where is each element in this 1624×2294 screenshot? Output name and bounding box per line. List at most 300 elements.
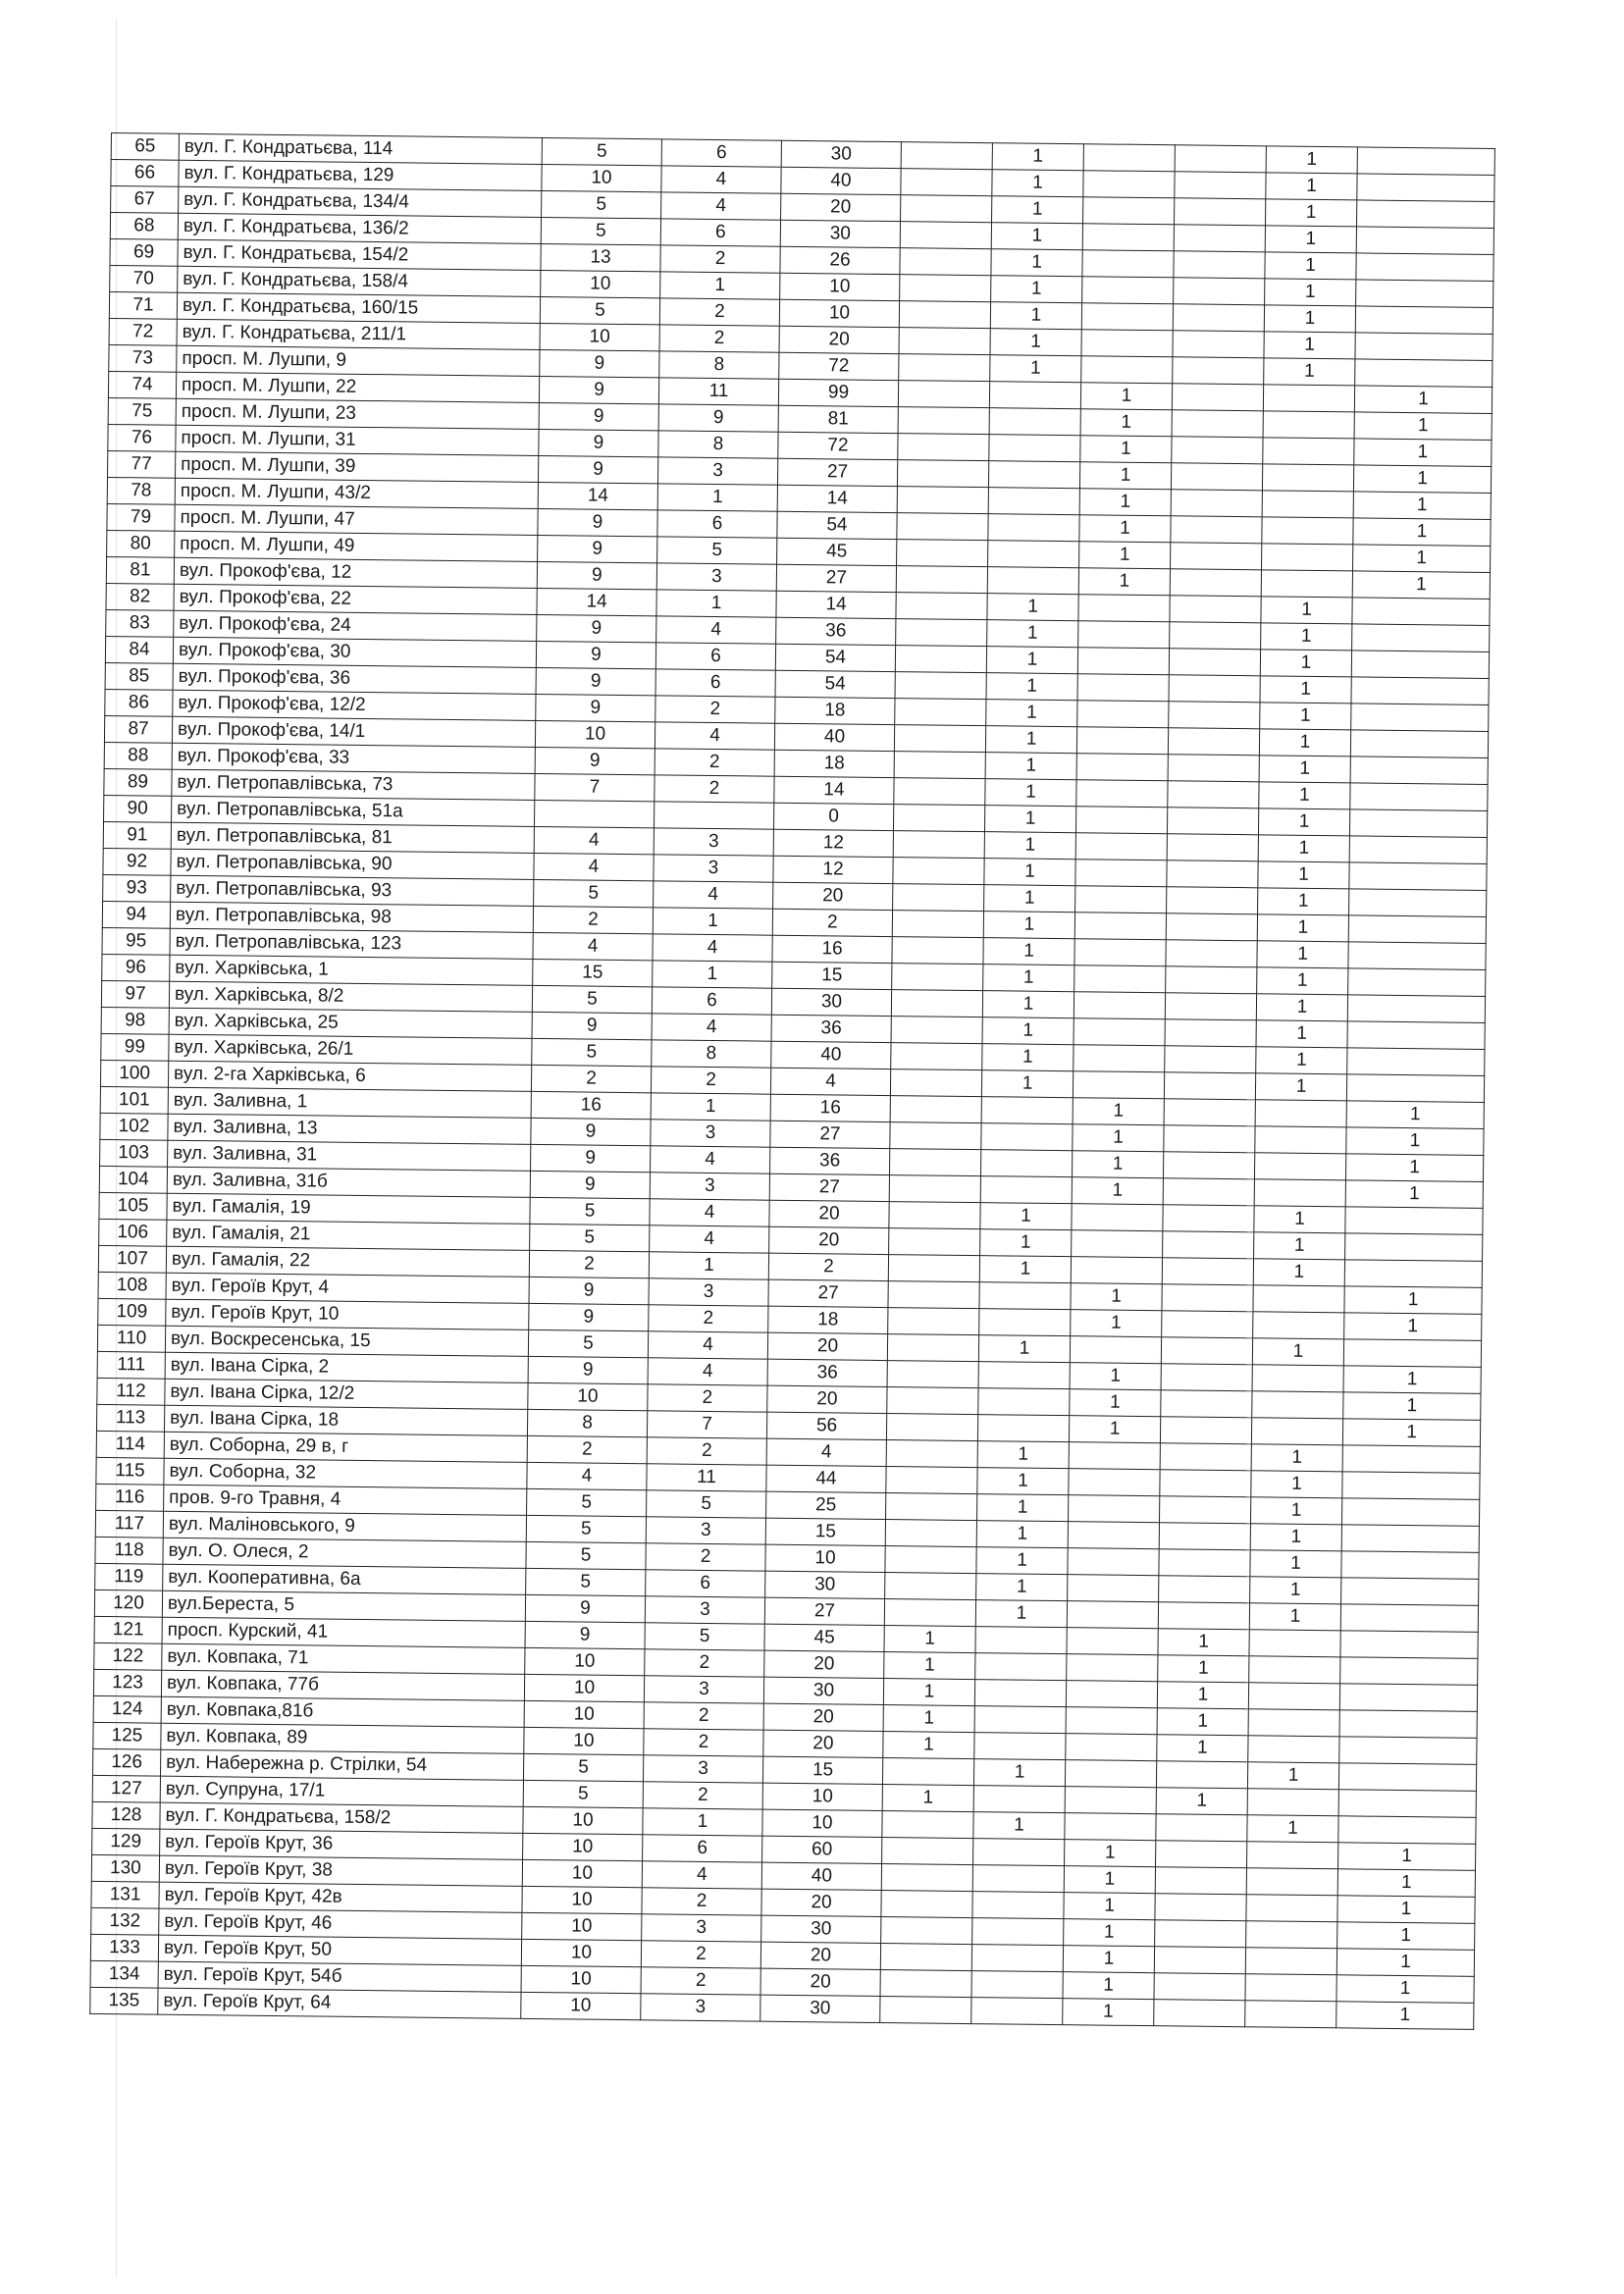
row-number-cell: 104 (99, 1166, 167, 1193)
value-cell (1171, 543, 1262, 570)
value-cell: 10 (762, 1809, 882, 1837)
value-cell: 1 (1345, 1154, 1483, 1182)
value-cell: 30 (760, 1995, 880, 2022)
value-cell: 1 (1344, 1313, 1482, 1341)
value-cell: 5 (530, 1197, 650, 1225)
value-cell (1174, 278, 1265, 305)
value-cell: 8 (659, 351, 779, 379)
value-cell: 14 (774, 776, 894, 804)
value-cell: 40 (771, 1041, 891, 1069)
value-cell (880, 1970, 971, 1998)
value-cell (1162, 1284, 1253, 1312)
address-cell: вул. Героїв Крут, 36 (160, 1829, 523, 1859)
address-cell: вул. Харківська, 26/1 (169, 1034, 532, 1065)
address-cell: вул. Заливна, 31б (167, 1167, 530, 1197)
value-cell: 1 (983, 912, 1074, 939)
value-cell (890, 1069, 981, 1097)
row-number-cell: 127 (92, 1775, 160, 1802)
value-cell (1341, 1498, 1479, 1527)
value-cell: 72 (778, 432, 898, 459)
value-cell: 1 (990, 302, 1081, 330)
value-cell (1159, 1523, 1250, 1550)
value-cell: 1 (1259, 756, 1350, 783)
row-number-cell: 72 (109, 318, 177, 345)
value-cell: 20 (773, 882, 893, 910)
row-number-cell: 125 (93, 1722, 161, 1749)
value-cell: 1 (992, 196, 1083, 224)
value-cell (1166, 966, 1257, 994)
row-number-cell: 128 (92, 1801, 160, 1829)
address-cell: вул. Соборна, 29 в, г (164, 1432, 527, 1462)
value-cell: 1 (973, 1812, 1065, 1840)
value-cell (1348, 968, 1486, 997)
value-cell: 1 (1250, 1497, 1341, 1525)
value-cell (1069, 1442, 1160, 1470)
value-cell (987, 567, 1078, 595)
value-cell: 30 (761, 1915, 881, 1943)
value-cell (898, 381, 989, 408)
address-table (89, 132, 1495, 2030)
value-cell (891, 1043, 982, 1070)
row-number-cell: 77 (108, 450, 176, 478)
value-cell: 8 (652, 1040, 771, 1068)
value-cell: 15 (772, 962, 892, 989)
value-cell: 1 (1336, 1949, 1474, 1977)
value-cell (1351, 677, 1489, 705)
value-cell (988, 514, 1079, 542)
value-cell (1350, 783, 1488, 811)
value-cell (897, 513, 988, 541)
value-cell: 20 (763, 1730, 883, 1757)
value-cell: 1 (1353, 465, 1491, 494)
value-cell: 10 (521, 1965, 641, 1993)
value-cell: 15 (765, 1518, 885, 1545)
value-cell: 1 (651, 1093, 770, 1121)
address-cell: вул. Харківська, 1 (170, 955, 533, 985)
value-cell (1344, 1260, 1482, 1288)
value-cell (1161, 1390, 1252, 1418)
value-cell (1355, 359, 1493, 388)
value-cell: 3 (649, 1278, 768, 1306)
table-body (90, 133, 1495, 2030)
value-cell: 1 (984, 806, 1075, 833)
value-cell (1339, 1684, 1477, 1712)
value-cell: 14 (537, 588, 656, 615)
value-cell: 1 (1247, 1762, 1338, 1790)
value-cell: 1 (1065, 1840, 1156, 1867)
value-cell: 9 (529, 1277, 649, 1304)
value-cell: 1 (991, 276, 1082, 303)
value-cell (1247, 1789, 1338, 1816)
value-cell (886, 1493, 977, 1521)
address-cell: вул. Ковпака,81б (161, 1696, 524, 1727)
value-cell (1170, 569, 1261, 597)
address-cell: вул. 2-га Харківська, 6 (168, 1061, 531, 1091)
value-cell: 6 (655, 669, 775, 697)
value-cell: 20 (769, 1200, 889, 1227)
value-cell (1351, 651, 1489, 679)
row-number-cell: 92 (103, 848, 171, 875)
value-cell (1357, 174, 1494, 202)
value-cell: 1 (1342, 1419, 1480, 1447)
value-cell: 16 (772, 935, 892, 963)
value-cell: 1 (1080, 436, 1172, 463)
address-cell: вул. Героїв Крут, 50 (158, 1935, 521, 1965)
value-cell: 3 (643, 1755, 762, 1783)
value-cell: 6 (661, 139, 781, 167)
value-cell: 54 (777, 511, 897, 539)
value-cell (1155, 1867, 1246, 1895)
value-cell: 10 (528, 1382, 648, 1410)
value-cell: 1 (1064, 1893, 1155, 1920)
value-cell: 16 (531, 1091, 651, 1119)
value-cell (1170, 596, 1261, 623)
row-number-cell: 122 (94, 1642, 162, 1670)
value-cell: 1 (1158, 1655, 1249, 1683)
address-cell: вул. Прокоф'єва, 33 (172, 743, 535, 773)
value-cell (1172, 437, 1263, 464)
address-cell: вул. Заливна, 31 (168, 1140, 531, 1171)
address-cell: вул. Г. Кондратьєва, 158/2 (160, 1802, 523, 1833)
row-number-cell: 123 (93, 1669, 161, 1696)
row-number-cell: 99 (101, 1033, 169, 1061)
value-cell (1252, 1365, 1343, 1392)
value-cell: 3 (654, 828, 773, 856)
value-cell (1350, 756, 1488, 785)
value-cell: 1 (991, 249, 1082, 277)
value-cell: 2 (655, 696, 775, 723)
value-cell: 1 (991, 223, 1082, 250)
value-cell (1255, 1126, 1346, 1154)
value-cell (1350, 730, 1488, 758)
value-cell: 1 (983, 965, 1074, 992)
value-cell (1339, 1737, 1477, 1765)
value-cell (1254, 1179, 1345, 1207)
value-cell (971, 1998, 1063, 2025)
value-cell: 4 (661, 166, 781, 193)
value-cell (1077, 674, 1169, 702)
value-cell (979, 1282, 1071, 1310)
row-number-cell: 132 (91, 1907, 159, 1935)
address-cell: вул. О. Олеся, 2 (163, 1538, 526, 1568)
row-number-cell: 103 (100, 1139, 168, 1167)
value-cell (1174, 225, 1265, 252)
value-cell: 1 (1261, 623, 1352, 651)
address-cell: вул. Харківська, 8/2 (169, 981, 532, 1012)
value-cell (1075, 833, 1167, 860)
value-cell: 20 (761, 1889, 881, 1916)
address-cell: вул. Воскресенська, 15 (165, 1326, 528, 1356)
value-cell: 1 (1251, 1444, 1342, 1472)
value-cell: 15 (533, 959, 653, 986)
value-cell: 27 (776, 564, 896, 592)
value-cell (980, 1150, 1072, 1177)
address-cell: вул. Кооперативна, 6а (163, 1564, 526, 1594)
value-cell: 1 (1063, 1946, 1154, 1973)
value-cell: 1 (1354, 439, 1492, 467)
value-cell: 27 (770, 1121, 890, 1148)
address-cell: вул. Г. Кондратьєва, 154/2 (178, 239, 541, 270)
value-cell (988, 488, 1079, 515)
row-number-cell: 112 (97, 1378, 165, 1405)
value-cell (1156, 1761, 1247, 1789)
value-cell (1164, 1099, 1255, 1126)
address-cell: пров. 9-го Травня, 4 (164, 1485, 527, 1515)
value-cell (897, 540, 988, 567)
value-cell (887, 1387, 978, 1415)
value-cell: 13 (541, 243, 660, 271)
value-cell: 5 (647, 1490, 766, 1518)
value-cell: 9 (536, 694, 655, 721)
value-cell (901, 142, 992, 170)
value-cell: 36 (770, 1147, 890, 1174)
value-cell (880, 1997, 971, 2024)
value-cell (899, 354, 990, 382)
value-cell (896, 566, 987, 594)
value-cell (1253, 1285, 1344, 1313)
value-cell: 8 (658, 431, 778, 458)
row-number-cell: 130 (91, 1854, 159, 1882)
address-cell: просп. М. Лушпи, 23 (176, 398, 539, 429)
value-cell (1081, 330, 1173, 357)
row-number-cell: 117 (95, 1510, 163, 1538)
value-cell (889, 1149, 980, 1176)
value-cell (1169, 649, 1260, 676)
value-cell: 1 (1256, 994, 1347, 1021)
value-cell: 1 (1254, 1232, 1345, 1260)
value-cell: 18 (775, 697, 895, 724)
value-cell: 1 (1353, 545, 1491, 573)
value-cell (1175, 145, 1266, 173)
value-cell: 1 (1071, 1283, 1162, 1311)
value-cell (1077, 701, 1169, 728)
address-cell: просп. Курский, 41 (162, 1617, 525, 1647)
value-cell: 1 (1069, 1416, 1160, 1443)
value-cell: 10 (522, 1912, 642, 1940)
value-cell (1349, 862, 1487, 891)
row-number-cell: 86 (105, 689, 173, 716)
value-cell (1155, 1894, 1246, 1921)
value-cell (1156, 1814, 1247, 1842)
value-cell (901, 195, 992, 223)
value-cell: 5 (542, 137, 661, 165)
value-cell: 1 (1353, 518, 1491, 547)
value-cell (900, 222, 991, 249)
value-cell (1074, 992, 1165, 1019)
value-cell: 2 (655, 775, 774, 803)
value-cell: 1 (1158, 1629, 1249, 1656)
value-cell (1345, 1233, 1483, 1262)
row-number-cell: 96 (102, 954, 170, 981)
value-cell (1347, 1048, 1485, 1076)
value-cell (1347, 995, 1485, 1023)
value-cell (1066, 1707, 1157, 1735)
value-cell: 3 (642, 1914, 761, 1942)
row-number-cell: 76 (108, 424, 176, 451)
address-cell: вул. Петропавлівська, 93 (171, 875, 534, 906)
value-cell (1356, 253, 1493, 282)
value-cell: 30 (771, 988, 891, 1016)
value-cell (1167, 808, 1258, 835)
value-cell: 99 (778, 379, 898, 406)
value-cell (1249, 1630, 1340, 1657)
value-cell: 1 (977, 1494, 1069, 1522)
address-cell: вул. Героїв Крут, 42в (159, 1882, 522, 1912)
value-cell: 30 (781, 140, 901, 168)
value-cell: 10 (765, 1544, 885, 1572)
value-cell (1342, 1472, 1480, 1500)
value-cell (988, 541, 1079, 568)
row-number-cell: 84 (105, 636, 173, 663)
address-cell: вул. Героїв Крут, 10 (166, 1299, 529, 1329)
value-cell: 9 (540, 349, 659, 377)
value-cell (1160, 1470, 1251, 1497)
value-cell (882, 1758, 973, 1786)
value-cell (900, 248, 991, 276)
value-cell: 3 (645, 1596, 764, 1624)
address-cell: просп. М. Лушпи, 39 (176, 451, 539, 482)
value-cell (1356, 280, 1493, 308)
value-cell (1066, 1734, 1157, 1761)
value-cell: 9 (539, 376, 658, 403)
value-cell: 1 (1337, 1922, 1475, 1951)
value-cell: 1 (1252, 1338, 1343, 1366)
value-cell (1338, 1816, 1476, 1845)
value-cell: 5 (645, 1623, 764, 1650)
value-cell (535, 800, 655, 827)
value-cell (989, 382, 1080, 409)
value-cell (1246, 1868, 1337, 1896)
value-cell (888, 1255, 979, 1282)
value-cell: 2 (651, 1067, 770, 1094)
value-cell: 9 (539, 429, 658, 456)
value-cell (1168, 755, 1259, 782)
value-cell: 1 (976, 1521, 1068, 1548)
value-cell: 4 (655, 722, 774, 750)
value-cell (1340, 1657, 1478, 1686)
value-cell (1165, 1019, 1256, 1047)
row-number-cell: 108 (98, 1272, 166, 1299)
row-number-cell: 134 (90, 1960, 158, 1988)
value-cell (895, 699, 986, 726)
value-cell: 1 (1064, 1866, 1155, 1894)
value-cell (1171, 490, 1262, 517)
value-cell (888, 1308, 979, 1335)
value-cell (892, 911, 983, 938)
value-cell (1352, 598, 1490, 626)
value-cell: 1 (982, 1017, 1074, 1045)
value-cell (1165, 1046, 1256, 1073)
value-cell (1175, 172, 1266, 199)
value-cell: 1 (1078, 568, 1170, 596)
value-cell (886, 1440, 977, 1468)
value-cell: 10 (521, 1939, 641, 1966)
value-cell (1349, 836, 1487, 864)
address-cell: вул. Маліновського, 9 (163, 1511, 526, 1541)
value-cell: 1 (1258, 888, 1349, 915)
value-cell: 10 (525, 1647, 645, 1675)
value-cell (1154, 1973, 1245, 2001)
value-cell: 45 (764, 1624, 884, 1651)
address-cell: просп. М. Лушпи, 47 (175, 504, 538, 535)
value-cell: 1 (985, 753, 1076, 780)
value-cell: 40 (761, 1862, 881, 1890)
row-number-cell: 120 (94, 1590, 162, 1617)
value-cell: 1 (1070, 1389, 1161, 1417)
value-cell (898, 434, 989, 461)
value-cell: 9 (538, 535, 657, 562)
value-cell: 1 (985, 779, 1076, 807)
row-number-cell: 70 (110, 265, 178, 292)
address-cell: вул. Івана Сірка, 2 (165, 1352, 528, 1382)
row-number-cell: 109 (98, 1298, 166, 1326)
value-cell: 16 (770, 1094, 890, 1121)
value-cell: 9 (538, 455, 657, 483)
value-cell: 2 (646, 1543, 765, 1571)
row-number-cell: 102 (100, 1113, 168, 1140)
value-cell: 1 (984, 885, 1075, 912)
address-cell: вул. Заливна, 1 (168, 1087, 531, 1118)
value-cell: 1 (883, 1705, 974, 1733)
value-cell: 9 (525, 1621, 645, 1648)
address-cell: вул. Г. Кондратьєва, 114 (179, 133, 542, 164)
value-cell: 1 (992, 143, 1083, 171)
value-cell: 5 (527, 1488, 647, 1516)
value-cell: 45 (777, 538, 897, 565)
value-cell: 1 (1257, 914, 1348, 942)
row-number-cell: 85 (105, 662, 173, 690)
value-cell (1076, 780, 1168, 808)
value-cell: 1 (1264, 332, 1355, 359)
address-cell: вул. Івана Сірка, 18 (164, 1405, 527, 1435)
value-cell: 9 (535, 747, 655, 774)
row-number-cell: 121 (94, 1616, 162, 1643)
value-cell (1154, 2000, 1245, 2027)
value-cell: 1 (1063, 1972, 1154, 2000)
value-cell: 1 (884, 1652, 975, 1680)
value-cell (882, 1838, 973, 1865)
value-cell: 4 (766, 1438, 886, 1466)
value-cell: 5 (523, 1753, 643, 1781)
value-cell: 1 (1157, 1708, 1248, 1736)
value-cell: 1 (649, 1252, 768, 1279)
value-cell (1159, 1496, 1250, 1524)
value-cell (1169, 702, 1260, 729)
value-cell: 27 (768, 1279, 888, 1307)
value-cell: 60 (762, 1836, 882, 1863)
value-cell (1083, 171, 1175, 198)
value-cell: 10 (540, 323, 659, 350)
value-cell: 1 (1250, 1524, 1341, 1551)
row-number-cell: 67 (111, 186, 179, 214)
value-cell: 1 (1336, 1975, 1474, 2004)
value-cell: 5 (541, 217, 660, 244)
value-cell (654, 802, 773, 829)
value-cell: 1 (977, 1468, 1069, 1495)
row-number-cell: 83 (106, 609, 174, 637)
value-cell: 72 (779, 352, 899, 380)
value-cell (1078, 621, 1170, 649)
value-cell (885, 1546, 976, 1574)
value-cell: 5 (540, 296, 659, 324)
address-cell: вул. Петропавлівська, 73 (172, 769, 535, 800)
value-cell: 3 (651, 1120, 770, 1147)
value-cell (1168, 728, 1259, 756)
value-cell (1167, 860, 1258, 888)
value-cell: 1 (1080, 409, 1172, 437)
value-cell (892, 937, 983, 965)
value-cell (1070, 1336, 1161, 1364)
